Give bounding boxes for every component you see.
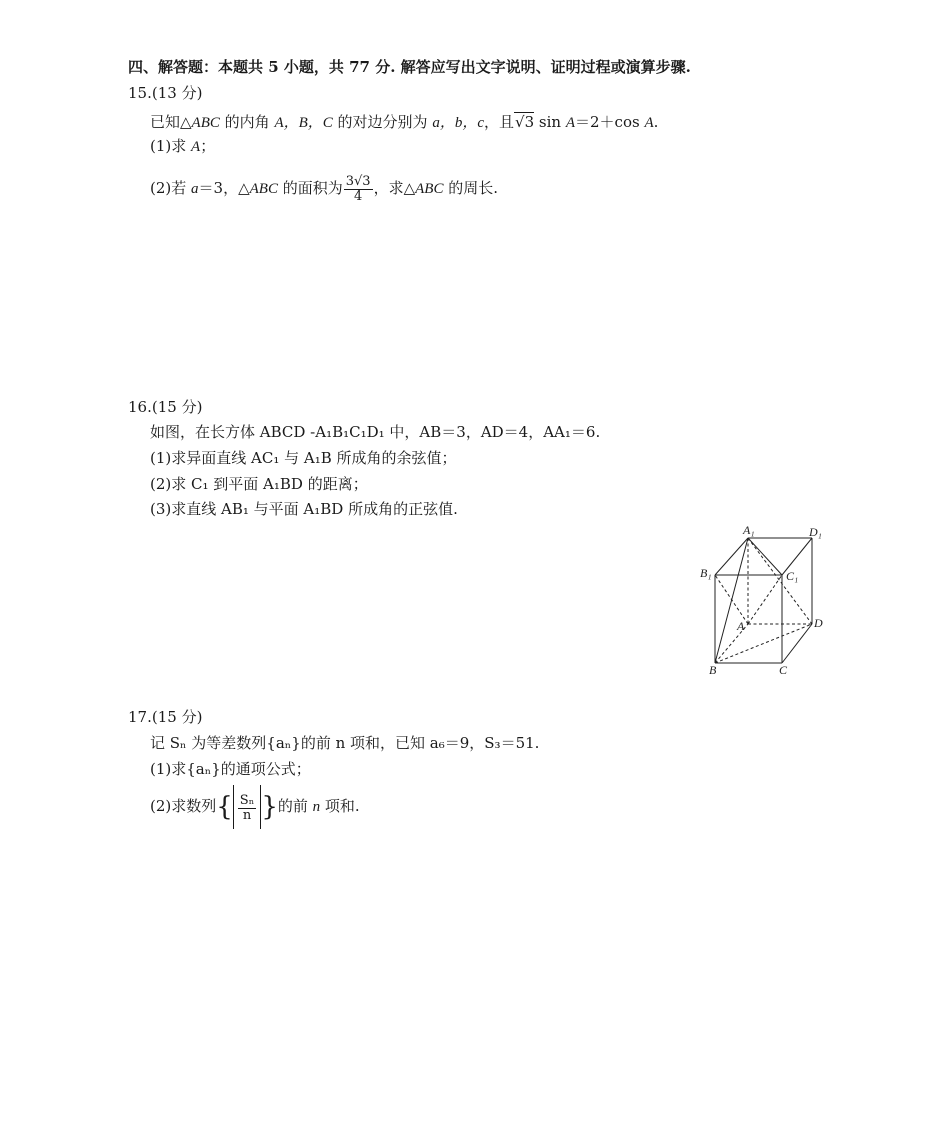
q15-part2 (150, 170, 498, 206)
q15-area-denominator: 4 (354, 188, 363, 204)
q15-stem (150, 112, 658, 133)
q17-part2-var: n (312, 799, 321, 815)
q15-stem-text: 的对边分别为 (332, 113, 433, 131)
q17-number: 17. (128, 708, 152, 726)
q16-part3: (3)求直线 AB₁ 与平面 A₁BD 所成角的正弦值. (150, 500, 458, 518)
q15-stem-text: ＝2＋cos (575, 113, 645, 131)
q15-var-a: A (565, 115, 575, 131)
q15-part1 (150, 136, 215, 157)
q15-sides: a，b，c (432, 115, 484, 131)
left-brace: { (216, 792, 233, 822)
q15-stem-text: 的内角 (219, 113, 275, 131)
q17-part1: (1)求{aₙ}的通项公式； (150, 760, 311, 778)
q17-frac-numerator: Sₙ (239, 792, 255, 808)
q16-points: (15 分) (151, 398, 203, 416)
q15-angles: A，B，C (274, 115, 333, 131)
right-brace: } (261, 792, 278, 822)
q17-part2 (150, 784, 360, 828)
q15-triangle-name: ABC (191, 115, 220, 131)
q17-frac-denominator: n (242, 807, 252, 823)
q15-part2-text: 的周长. (443, 179, 499, 197)
q15-sqrt3: √3 (515, 113, 535, 131)
q15-part1-text: ； (200, 137, 216, 155)
label-d: D (814, 616, 823, 630)
q15-part1-var: A (191, 139, 201, 155)
q15-stem-text: . (653, 113, 659, 131)
q15-part2-text: ，求△ (373, 179, 416, 197)
q15-part2-text: ＝3，△ (198, 179, 250, 197)
hidden-a1-d (748, 538, 812, 624)
q15-stem-text: ，且 (484, 113, 515, 131)
q15-part1-text: (1)求 (150, 137, 192, 155)
q17-points: (15 分) (151, 708, 203, 726)
q16-part2: (2)求 C₁ 到平面 A₁BD 的距离； (150, 475, 368, 493)
q15-part2-var: a (191, 181, 199, 197)
q15-number: 15. (128, 84, 152, 102)
hidden-a-b1 (715, 575, 748, 624)
cuboid-figure (695, 520, 835, 680)
label-b1: B₁ (700, 566, 712, 580)
q15-var-a: A (644, 115, 654, 131)
label-b: B (709, 663, 717, 677)
label-a1: A₁ (743, 523, 755, 537)
label-d1: D₁ (809, 525, 822, 539)
q16-header (128, 397, 202, 417)
q15-part2-text: (2)若 (150, 179, 192, 197)
q17-part2-text: 的前 (277, 797, 313, 815)
q17-stem: 记 Sₙ 为等差数列{aₙ}的前 n 项和，已知 a₆＝9，S₃＝51. (150, 734, 540, 752)
q16-number: 16. (128, 398, 152, 416)
q15-triangle-name: ABC (249, 181, 278, 197)
abs-bars (233, 785, 262, 829)
q15-part2-text: 的面积为 (277, 179, 343, 197)
q15-header (128, 83, 202, 103)
q17-sn-fraction (238, 794, 257, 823)
q17-header (128, 707, 202, 727)
q17-part2-text: (2)求数列 (150, 797, 217, 815)
q15-points: (13 分) (151, 84, 203, 102)
q15-stem-text: sin (534, 113, 566, 131)
label-a: A (737, 619, 745, 633)
label-c: C (779, 663, 788, 677)
q17-part2-text: 项和. (320, 797, 360, 815)
label-c1: C₁ (786, 569, 799, 583)
q16-part1: (1)求异面直线 AC₁ 与 A₁B 所成角的余弦值； (150, 449, 457, 467)
q15-triangle-name: ABC (415, 181, 444, 197)
q16-stem: 如图，在长方体 ABCD -A₁B₁C₁D₁ 中，AB＝3，AD＝4，AA₁＝6. (150, 423, 601, 441)
q15-stem-text: 已知△ (150, 113, 192, 131)
section-header: 四、解答题：本题共 5 小题，共 77 分. 解答应写出文字说明、证明过程或演算步骤. (128, 58, 691, 76)
hidden-a-c1 (748, 575, 782, 624)
q15-area-numerator: 3√3 (345, 173, 371, 189)
q15-area-fraction (344, 175, 373, 204)
edge-a1-c1 (748, 538, 782, 575)
